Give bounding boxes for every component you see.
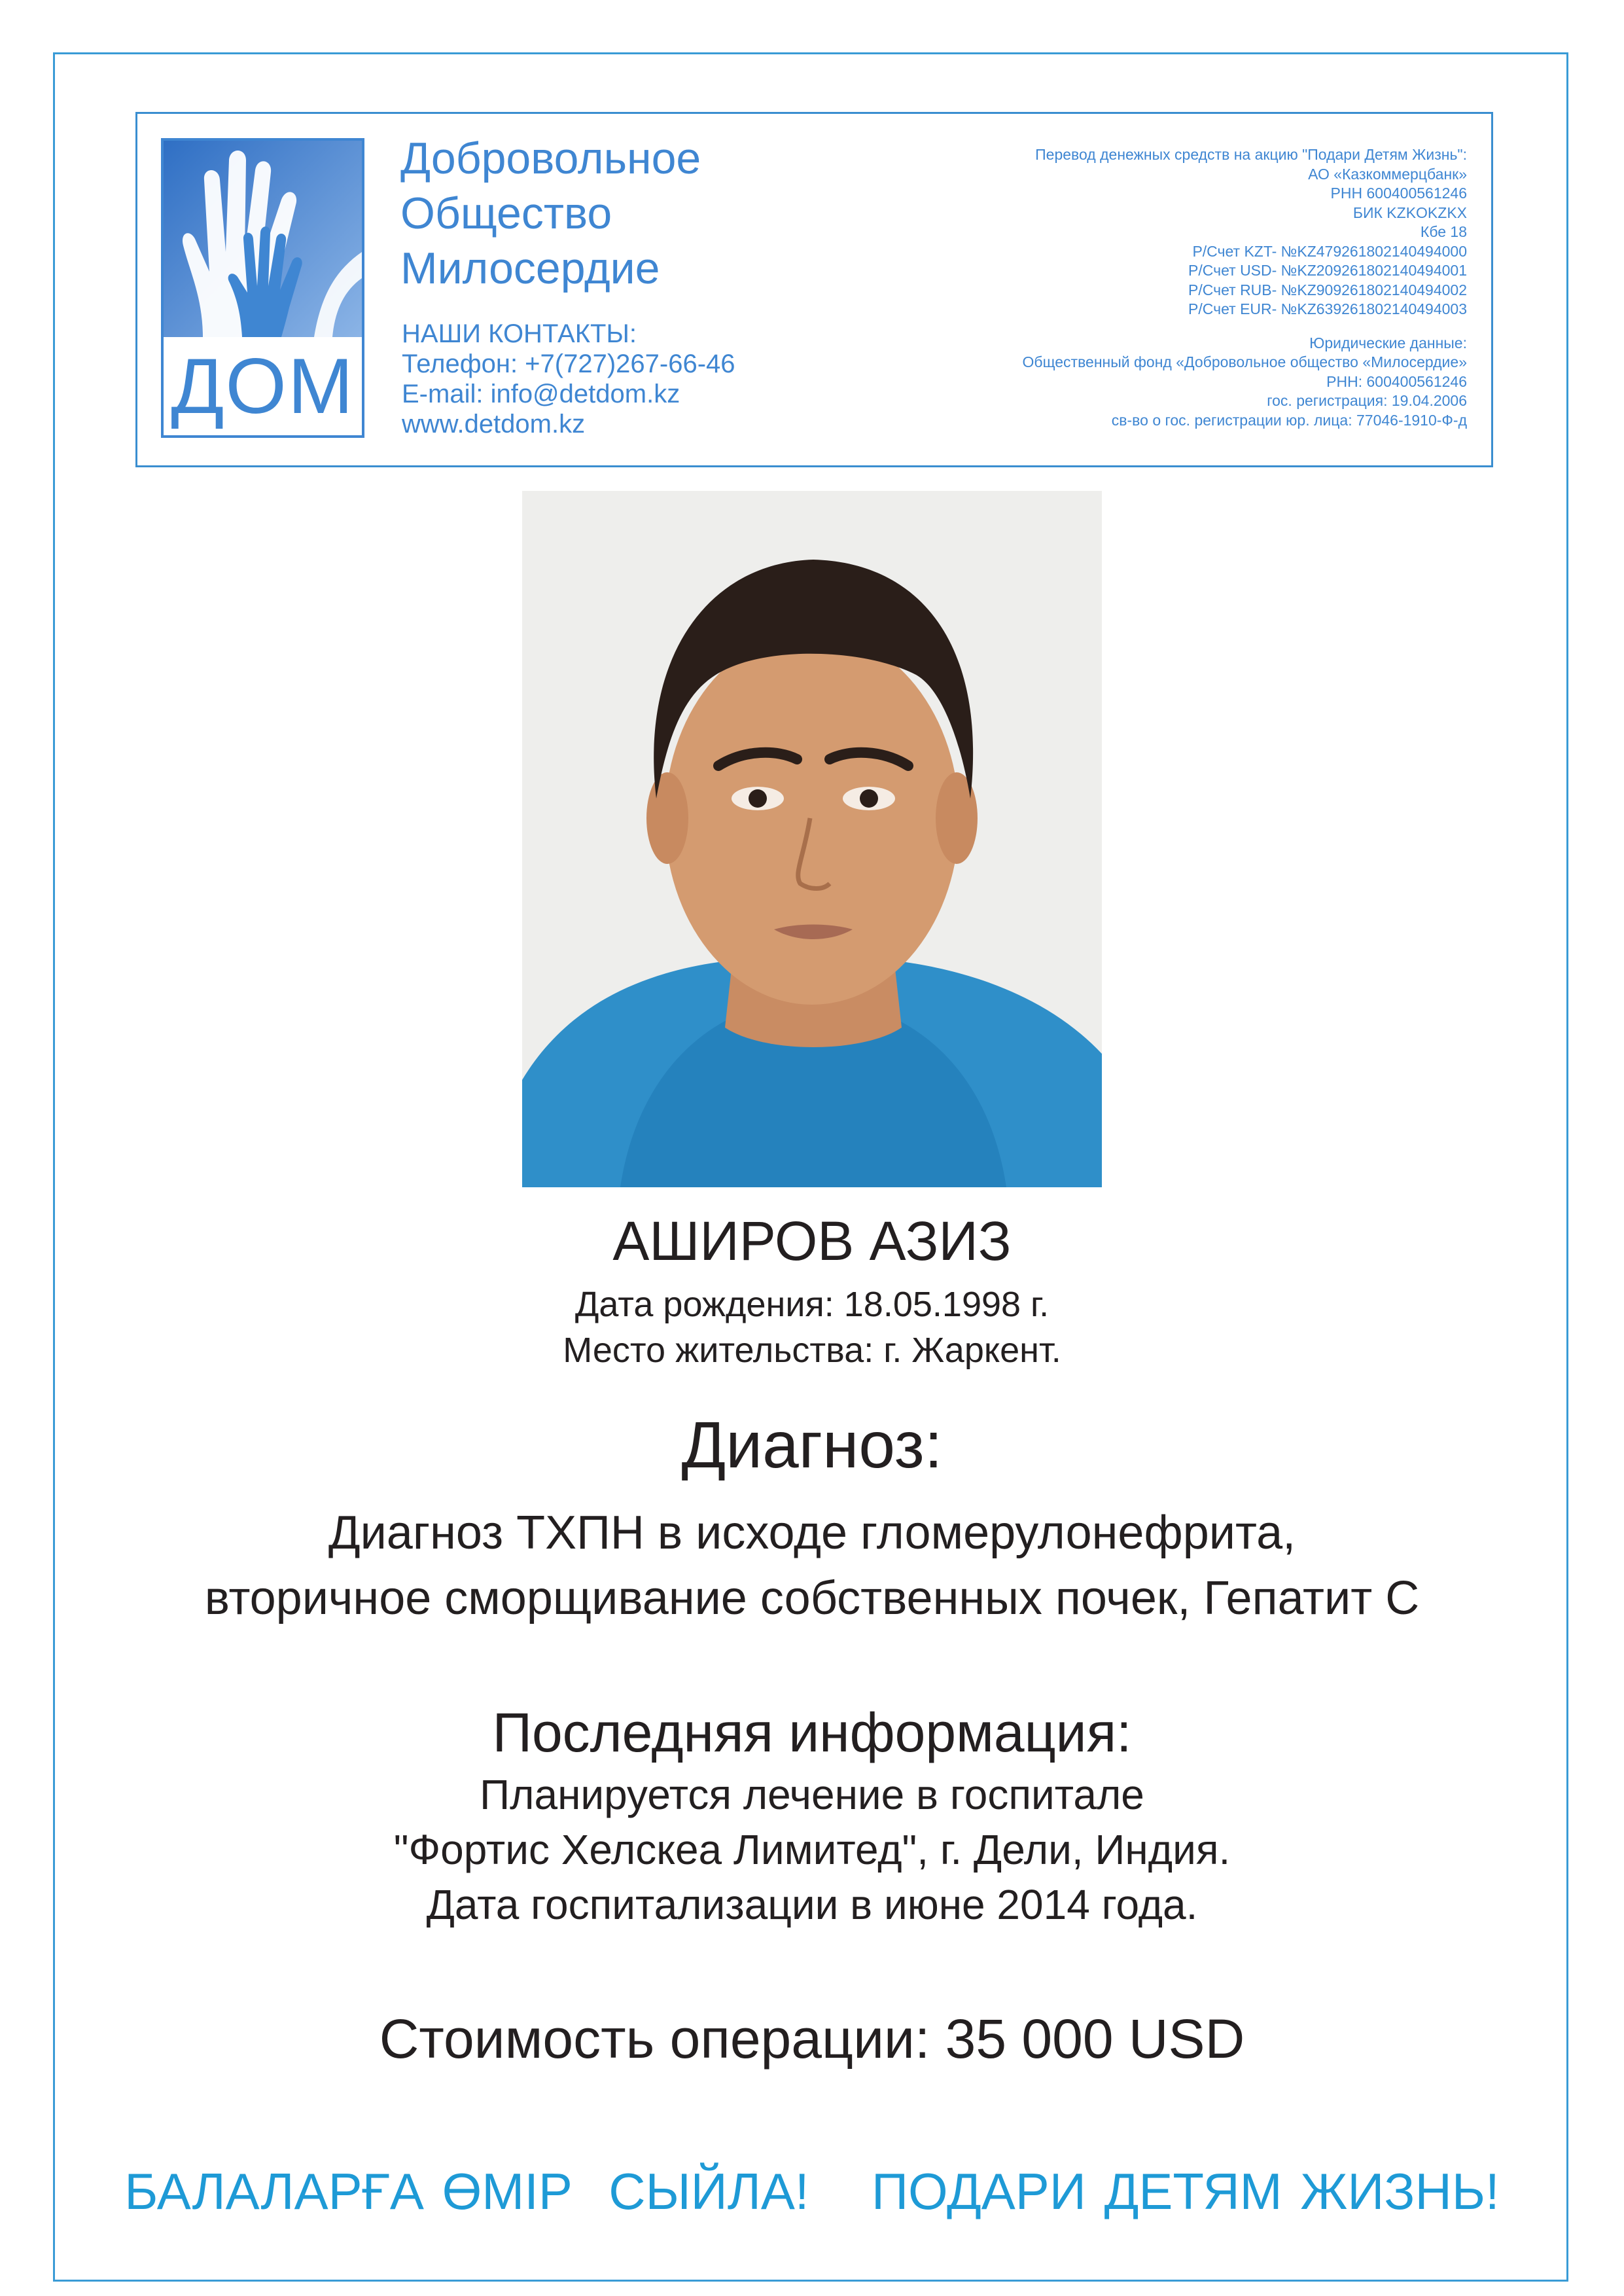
diagnosis-title: Диагноз:	[681, 1408, 943, 1482]
legal-line: Общественный фонд «Добровольное общество «Милосердие»	[1022, 353, 1467, 370]
bank-line: Кбе 18	[1420, 223, 1467, 240]
legal-line: РНН: 600400561246	[1326, 372, 1467, 390]
bank-line: Р/Счет EUR- №KZ639261802140494003	[1188, 300, 1467, 317]
organization-name	[400, 131, 701, 296]
bank-line: Р/Счет KZT- №KZ479261802140494000	[1192, 242, 1467, 260]
bank-details	[1023, 145, 1467, 430]
organization-name-line: Милосердие	[400, 243, 660, 293]
child-photo	[522, 491, 1102, 1187]
child-residence: Место жительства: г. Жаркент.	[563, 1331, 1061, 1370]
contact-website: www.detdom.kz	[402, 410, 586, 439]
legal-line: гос. регистрация: 19.04.2006	[1267, 392, 1467, 409]
latest-info-text	[0, 1767, 1624, 1932]
bank-line: АО «Казкоммерцбанк»	[1308, 165, 1467, 183]
latest-info-line: Дата госпитализации в июне 2014 года.	[426, 1881, 1198, 1928]
latest-info-title: Последняя информация:	[492, 1702, 1132, 1763]
child-name: АШИРОВ АЗИЗ	[612, 1210, 1012, 1272]
logo-text: ДОМ	[171, 342, 355, 430]
legal-line: Юридические данные:	[1309, 334, 1467, 351]
hands-logo-icon	[164, 141, 362, 337]
slogan-kazakh: БАЛАЛАРҒА ӨМІР СЫЙЛА!	[124, 2162, 809, 2220]
diagnosis-line: Диагноз ТХПН в исходе гломерулонефрита,	[328, 1507, 1296, 1559]
latest-info-line: "Фортис Хелскеа Лимитед", г. Дели, Индия.	[393, 1826, 1231, 1873]
organization-name-line: Общество	[400, 188, 612, 238]
bank-line: Р/Счет RUB- №KZ909261802140494002	[1188, 281, 1467, 298]
contacts-heading: НАШИ КОНТАКТЫ:	[402, 319, 637, 348]
child-portrait-icon	[522, 491, 1102, 1187]
child-birth-date: Дата рождения: 18.05.1998 г.	[574, 1285, 1050, 1324]
slogan	[0, 2159, 1624, 2224]
bank-line: Перевод денежных средств на акцию "Подари Детям Жизнь":	[1035, 146, 1467, 163]
organization-logo	[161, 138, 364, 438]
contacts-block	[402, 319, 735, 439]
bank-line: Р/Счет USD- №KZ209261802140494001	[1188, 262, 1467, 279]
child-info	[0, 1282, 1624, 1373]
contact-email: E-mail: info@detdom.kz	[402, 380, 680, 408]
bank-line: БИК KZKOKZKX	[1352, 204, 1467, 221]
latest-info-line: Планируется лечение в госпитале	[480, 1771, 1144, 1818]
diagnosis-text	[0, 1500, 1624, 1631]
bank-line: РНН 600400561246	[1330, 185, 1467, 202]
contact-phone: Телефон: +7(727)267-66-46	[402, 350, 735, 378]
slogan-russian: ПОДАРИ ДЕТЯМ ЖИЗНЬ!	[871, 2162, 1500, 2220]
legal-line: св-во о гос. регистрации юр. лица: 77046-1910-Ф-д	[1111, 411, 1467, 429]
operation-cost: Стоимость операции: 35 000 USD	[379, 2008, 1245, 2070]
diagnosis-line: вторичное сморщивание собственных почек, Гепатит С	[204, 1572, 1420, 1624]
organization-name-line: Добровольное	[400, 134, 701, 183]
